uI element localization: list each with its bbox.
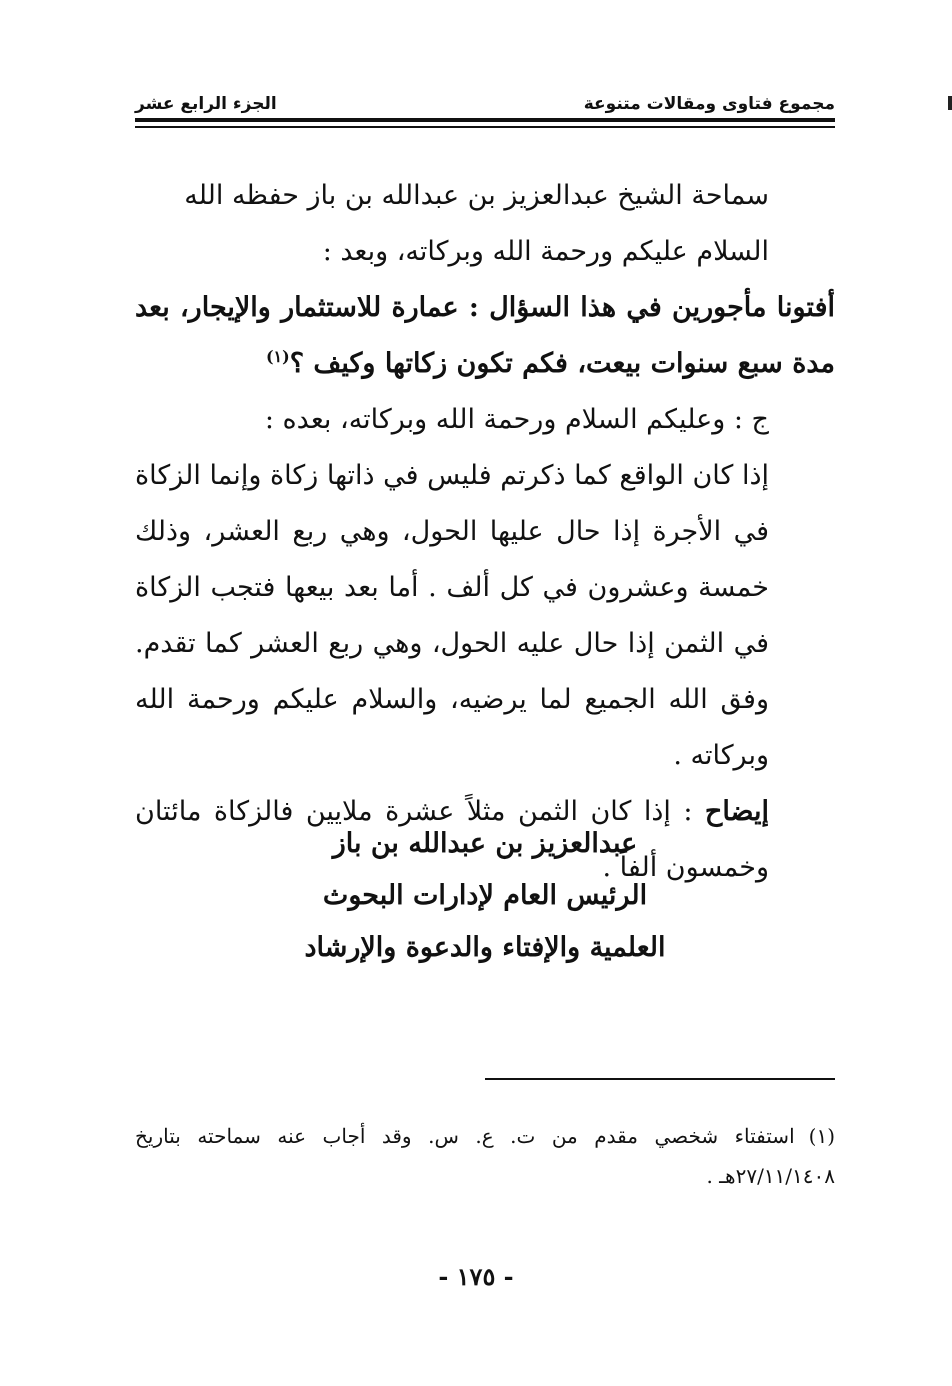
- answer-body: إذا كان الواقع كما ذكرتم فليس في ذاتها زكاة وإنما الزكاة في الأجرة إذا حال عليها الحول، وهي ربع العشر، وذلك خمسة وعشرون في كل ألف . أما بعد بيعها فتجب الزكاة في الثمن إذا حال عليه الحول، وهي ربع العشر كما تقدم. وفق الله الجميع لما يرضيه، والسلام عليكم ورحمة الله وبركاته .: [135, 460, 769, 771]
- clarification-label: إيضاح: [704, 796, 769, 827]
- footnote-separator: [485, 1078, 835, 1080]
- header-volume-title: الجزء الرابع عشر: [135, 94, 277, 114]
- salutation-line: سماحة الشيخ عبدالعزيز بن عبدالله بن باز حفظه الله: [184, 180, 769, 211]
- page-number: - ١٧٥ -: [438, 1262, 514, 1291]
- footnote-reference: (١): [265, 347, 290, 366]
- greeting-line: السلام عليكم ورحمة الله وبركاته، وبعد :: [322, 236, 769, 267]
- footnote: [135, 1116, 835, 1196]
- footnote-text: استفتاء شخصي مقدم من ت. ع. س. وقد أجاب عنه سماحته بتاريخ ٢٧/١١/١٤٠٨هـ .: [135, 1124, 835, 1188]
- signature-name: عبدالعزيز بن عبدالله بن باز: [332, 828, 638, 859]
- header-book-title: مجموع فتاوى ومقالات متنوعة: [583, 94, 835, 114]
- signature-title-line1: الرئيس العام لإدارات البحوث: [322, 880, 648, 911]
- answer-intro-text: ج : وعليكم السلام ورحمة الله وبركاته، بعده :: [264, 404, 769, 435]
- footnote-number: (١): [808, 1124, 835, 1148]
- question-text: أفتونا مأجورين في هذا السؤال : عمارة للاستثمار والإيجار، بعد مدة سبع سنوات بيعت، فكم تكون زكاتها وكيف ؟: [135, 292, 835, 379]
- header-rule-thick: [135, 118, 835, 122]
- signature-title-line2: العلمية والإفتاء والدعوة والإرشاد: [304, 932, 666, 963]
- clarification-text: : إذا كان الثمن مثلاً عشرة ملايين فالزكاة مائتان وخمسون ألفاً .: [135, 796, 769, 883]
- running-header: [135, 84, 835, 114]
- answer-intro: [135, 392, 835, 448]
- signature-block: [135, 818, 835, 974]
- header-rule-thin: [135, 126, 835, 128]
- question-paragraph: [135, 280, 835, 392]
- main-text: [135, 168, 835, 896]
- page-edge-mark: [948, 96, 952, 110]
